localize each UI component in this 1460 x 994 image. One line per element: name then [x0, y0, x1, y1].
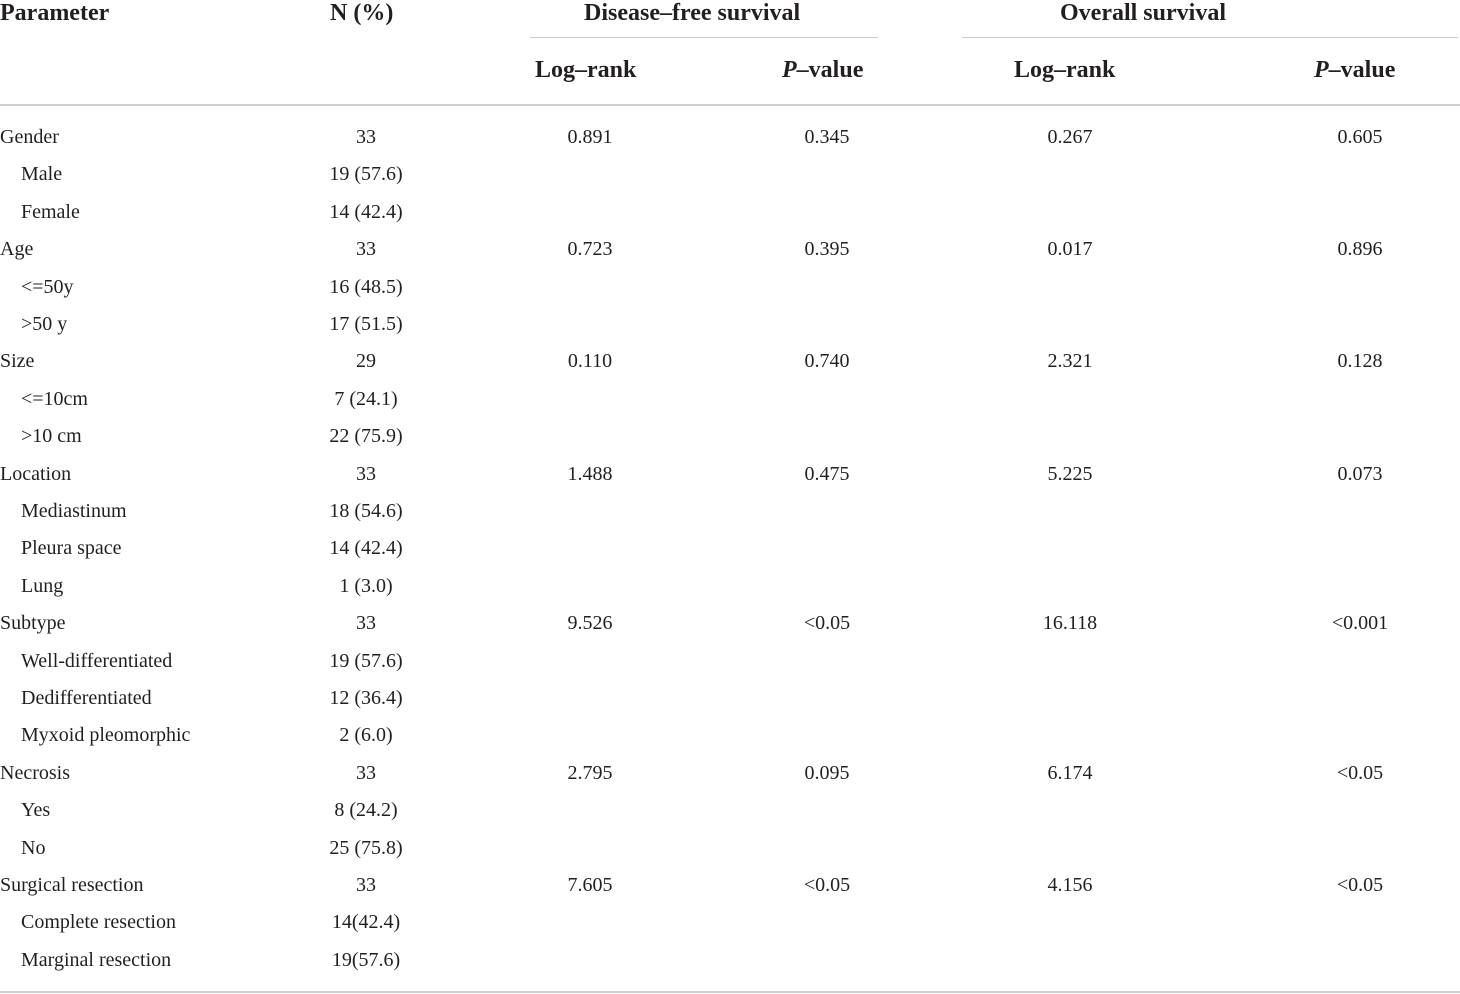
parameter-cell: Lung — [21, 574, 64, 597]
table-row — [0, 798, 1460, 835]
os-logrank-cell: 4.156 — [1047, 874, 1093, 896]
n-percent-cell: 33 — [356, 874, 376, 896]
header-dfs-p-letter: P — [782, 57, 797, 83]
header-dfs-pvalue — [782, 56, 863, 84]
table-row — [0, 723, 1460, 760]
dfs-pvalue-cell: <0.05 — [803, 874, 851, 896]
parameter-cell: Myxoid pleomorphic — [21, 724, 191, 747]
parameter-cell: <=50y — [21, 275, 74, 298]
parameter-cell: >50 y — [21, 313, 68, 335]
header-disease-free-survival: Disease–free survival — [584, 0, 801, 26]
n-percent-cell: 8 (24.2) — [334, 799, 398, 822]
os-pvalue-cell: <0.05 — [1336, 761, 1384, 784]
n-percent-cell: 33 — [356, 612, 376, 635]
dfs-logrank-cell: 2.795 — [567, 761, 613, 784]
n-percent-cell: 12 (36.4) — [329, 687, 403, 709]
dfs-pvalue-cell: 0.475 — [804, 462, 850, 485]
table-row — [0, 162, 1460, 199]
os-pvalue-cell: 0.896 — [1337, 238, 1383, 261]
parameter-cell: Pleura space — [21, 537, 122, 560]
n-percent-cell: 33 — [356, 761, 376, 784]
dfs-pvalue-cell: 0.740 — [804, 350, 850, 373]
table-row — [0, 462, 1460, 499]
os-pvalue-cell: <0.05 — [1336, 874, 1384, 896]
n-percent-cell: 16 (48.5) — [329, 275, 403, 298]
parameter-cell: Age — [0, 238, 34, 261]
parameter-cell: >10 cm — [21, 425, 82, 448]
table-row — [0, 910, 1460, 947]
n-percent-cell: 17 (51.5) — [329, 313, 403, 335]
table-row — [0, 536, 1460, 573]
table-row — [0, 836, 1460, 873]
parameter-cell: No — [21, 836, 46, 859]
table-row — [0, 873, 1460, 910]
table-row — [0, 275, 1460, 312]
table-row — [0, 686, 1460, 723]
dfs-logrank-cell: 0.723 — [567, 238, 613, 261]
n-percent-cell: 18 (54.6) — [329, 500, 403, 522]
n-percent-cell: 25 (75.8) — [329, 836, 403, 859]
table-row — [0, 237, 1460, 274]
dfs-logrank-cell: 7.605 — [567, 874, 613, 896]
dfs-logrank-cell: 9.526 — [567, 612, 613, 635]
os-logrank-cell: 2.321 — [1047, 350, 1093, 373]
dfs-group-rule — [530, 37, 878, 38]
n-percent-cell: 2 (6.0) — [339, 724, 393, 747]
n-percent-cell: 14 (42.4) — [329, 200, 403, 223]
os-logrank-cell: 0.267 — [1047, 126, 1093, 148]
n-percent-cell: 14(42.4) — [331, 911, 401, 934]
parameter-cell: Location — [0, 462, 72, 485]
table-row — [0, 761, 1460, 798]
dfs-pvalue-cell: <0.05 — [803, 612, 851, 635]
dfs-pvalue-cell: 0.095 — [804, 761, 850, 784]
n-percent-cell: 7 (24.1) — [334, 387, 398, 410]
dfs-logrank-cell: 0.110 — [567, 350, 613, 373]
header-os-logrank: Log–rank — [1014, 57, 1116, 83]
table-row — [0, 948, 1460, 985]
header-overall-survival: Overall survival — [1060, 0, 1226, 26]
dfs-logrank-cell: 0.891 — [567, 126, 613, 148]
dfs-pvalue-cell: 0.395 — [804, 238, 850, 261]
parameter-cell: Dedifferentiated — [21, 687, 152, 709]
header-os-p-suffix: –value — [1328, 57, 1396, 83]
parameter-cell: Mediastinum — [21, 500, 127, 522]
n-percent-cell: 29 — [356, 350, 376, 373]
parameter-cell: Male — [21, 163, 63, 186]
parameter-cell: Female — [21, 200, 80, 223]
os-logrank-cell: 16.118 — [1042, 612, 1098, 635]
os-logrank-cell: 5.225 — [1047, 462, 1093, 485]
table-row — [0, 387, 1460, 424]
parameter-cell: Surgical resection — [0, 874, 144, 896]
table-bottom-rule — [0, 991, 1460, 993]
header-os-p-letter: P — [1314, 57, 1329, 83]
parameter-cell: Marginal resection — [21, 948, 172, 971]
table-row — [0, 499, 1460, 536]
table-row — [0, 200, 1460, 237]
n-percent-cell: 19 (57.6) — [329, 163, 403, 186]
n-percent-cell: 33 — [356, 126, 376, 148]
parameter-cell: Subtype — [0, 612, 66, 635]
n-percent-cell: 22 (75.9) — [329, 425, 403, 448]
header-n-percent: N (%) — [330, 0, 394, 26]
parameter-cell: <=10cm — [21, 387, 88, 410]
os-pvalue-cell: <0.001 — [1331, 612, 1389, 635]
n-percent-cell: 33 — [356, 462, 376, 485]
parameter-cell: Necrosis — [0, 761, 70, 784]
dfs-pvalue-cell: 0.345 — [804, 126, 850, 148]
n-percent-cell: 14 (42.4) — [329, 537, 403, 560]
header-bottom-rule — [0, 104, 1460, 106]
parameter-cell: Complete resection — [21, 911, 176, 934]
n-percent-cell: 19(57.6) — [331, 948, 401, 971]
table-row — [0, 574, 1460, 611]
header-os-pvalue — [1314, 56, 1395, 84]
table-row — [0, 125, 1460, 162]
table-row — [0, 424, 1460, 461]
parameter-cell: Gender — [0, 126, 59, 148]
header-dfs-logrank: Log–rank — [535, 57, 637, 83]
os-pvalue-cell: 0.128 — [1337, 350, 1383, 373]
header-parameter: Parameter — [0, 0, 110, 26]
os-pvalue-cell: 0.073 — [1337, 462, 1383, 485]
os-pvalue-cell: 0.605 — [1337, 126, 1383, 148]
table-row — [0, 649, 1460, 686]
os-logrank-cell: 6.174 — [1047, 761, 1093, 784]
dfs-logrank-cell: 1.488 — [567, 462, 613, 485]
parameter-cell: Size — [0, 350, 35, 373]
table-row — [0, 349, 1460, 386]
os-logrank-cell: 0.017 — [1047, 238, 1093, 261]
n-percent-cell: 1 (3.0) — [339, 574, 393, 597]
table-row — [0, 312, 1460, 349]
header-dfs-p-suffix: –value — [796, 57, 864, 83]
n-percent-cell: 19 (57.6) — [329, 649, 403, 672]
parameter-cell: Yes — [21, 799, 51, 822]
n-percent-cell: 33 — [356, 238, 376, 261]
os-group-rule — [962, 37, 1458, 38]
parameter-cell: Well-differentiated — [21, 649, 173, 672]
table-row — [0, 611, 1460, 648]
